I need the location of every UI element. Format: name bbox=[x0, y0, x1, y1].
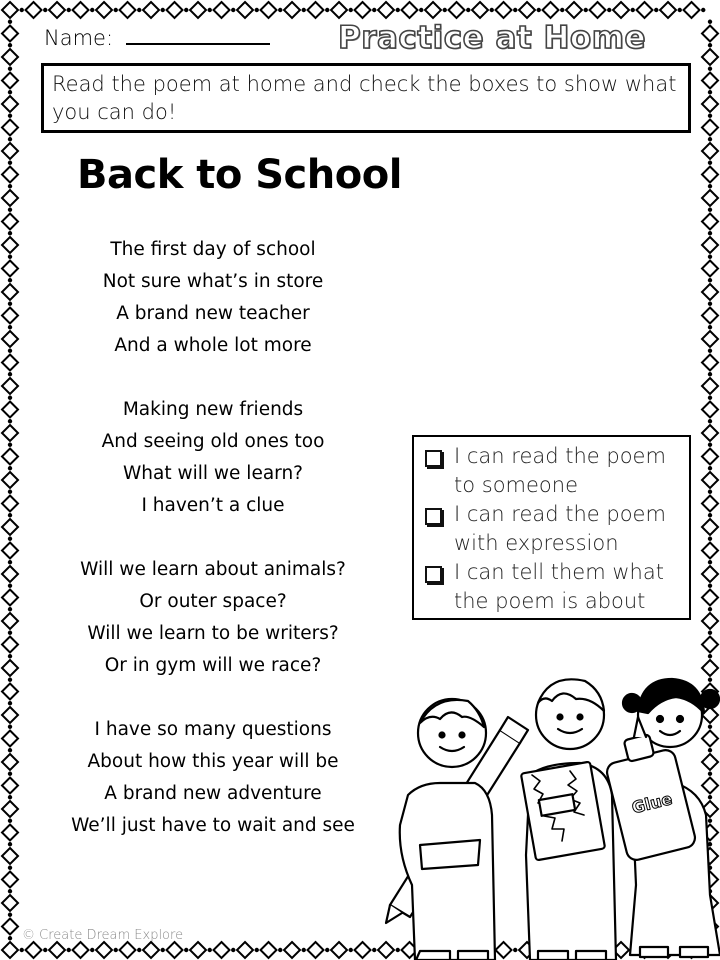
border-dot bbox=[8, 701, 12, 705]
border-dot bbox=[8, 137, 12, 141]
border-diamond bbox=[2, 778, 18, 794]
border-diamond bbox=[702, 402, 718, 418]
border-diamond bbox=[472, 2, 488, 18]
border-diamond bbox=[96, 942, 112, 958]
border-dot bbox=[137, 948, 141, 952]
border-dot bbox=[8, 513, 12, 517]
border-dot bbox=[302, 948, 306, 952]
border-dot bbox=[8, 936, 12, 940]
border-diamond bbox=[120, 942, 136, 958]
border-dot bbox=[8, 231, 12, 235]
border-dot bbox=[325, 8, 329, 12]
border-dot bbox=[372, 948, 376, 952]
instructions-box: Read the poem at home and check the boxes to show what you can do! bbox=[41, 63, 691, 133]
border-diamond bbox=[684, 2, 700, 18]
border-dot bbox=[8, 255, 12, 259]
border-dot bbox=[8, 913, 12, 917]
poem-line: I have so many questions bbox=[94, 719, 332, 740]
border-dot bbox=[278, 948, 282, 952]
border-dot bbox=[631, 8, 635, 12]
border-diamond bbox=[73, 942, 89, 958]
border-diamond bbox=[2, 331, 18, 347]
border-diamond bbox=[2, 496, 18, 512]
border-diamond bbox=[2, 519, 18, 535]
border-dot bbox=[513, 8, 517, 12]
border-diamond bbox=[2, 449, 18, 465]
border-dot bbox=[349, 8, 353, 12]
checklist-item bbox=[422, 500, 683, 558]
checkbox[interactable] bbox=[425, 450, 442, 467]
border-diamond bbox=[49, 2, 65, 18]
border-dot bbox=[20, 8, 24, 12]
name-field[interactable] bbox=[44, 26, 270, 50]
poem-line: What will we learn? bbox=[123, 463, 303, 484]
border-dot bbox=[708, 466, 712, 470]
checklist-item bbox=[422, 442, 683, 500]
name-label: Name: bbox=[44, 26, 114, 50]
border-diamond bbox=[637, 2, 653, 18]
border-dot bbox=[708, 208, 712, 212]
border-diamond bbox=[702, 566, 718, 582]
border-diamond bbox=[702, 284, 718, 300]
name-blank-line[interactable] bbox=[126, 27, 270, 45]
checklist-item bbox=[422, 558, 683, 616]
border-dot bbox=[8, 607, 12, 611]
poem-line: The first day of school bbox=[110, 239, 316, 260]
poem-line: About how this year will be bbox=[87, 751, 339, 772]
border-diamond bbox=[449, 2, 465, 18]
border-diamond bbox=[2, 120, 18, 136]
border-dot bbox=[8, 43, 12, 47]
border-diamond bbox=[355, 2, 371, 18]
border-diamond bbox=[26, 2, 42, 18]
border-dot bbox=[8, 208, 12, 212]
border-dot bbox=[537, 8, 541, 12]
skills-checklist bbox=[412, 435, 691, 620]
border-diamond bbox=[702, 449, 718, 465]
border-diamond bbox=[261, 2, 277, 18]
border-dot bbox=[8, 748, 12, 752]
border-dot bbox=[20, 948, 24, 952]
border-dot bbox=[708, 137, 712, 141]
border-dot bbox=[490, 8, 494, 12]
practice-title: Practice at Home bbox=[338, 20, 647, 56]
border-diamond bbox=[566, 2, 582, 18]
border-diamond bbox=[702, 613, 718, 629]
border-dot bbox=[419, 8, 423, 12]
border-diamond bbox=[2, 942, 18, 958]
border-diamond bbox=[143, 942, 159, 958]
border-dot bbox=[8, 678, 12, 682]
border-diamond bbox=[190, 942, 206, 958]
border-diamond bbox=[2, 167, 18, 183]
border-dot bbox=[708, 278, 712, 282]
border-dot bbox=[708, 607, 712, 611]
border-diamond bbox=[702, 190, 718, 206]
border-dot bbox=[708, 325, 712, 329]
border-diamond bbox=[702, 519, 718, 535]
border-diamond bbox=[2, 825, 18, 841]
border-diamond bbox=[2, 2, 18, 18]
border-dot bbox=[114, 948, 118, 952]
border-diamond bbox=[590, 2, 606, 18]
border-dot bbox=[708, 20, 712, 24]
border-diamond bbox=[702, 167, 718, 183]
border-dot bbox=[302, 8, 306, 12]
border-dot bbox=[255, 8, 259, 12]
border-diamond bbox=[214, 2, 230, 18]
border-diamond bbox=[2, 355, 18, 371]
stanza bbox=[50, 234, 376, 362]
poem-line: Not sure what’s in store bbox=[102, 271, 324, 292]
border-diamond bbox=[702, 49, 718, 65]
poem-body bbox=[50, 234, 376, 842]
border-dot bbox=[231, 948, 235, 952]
border-diamond bbox=[425, 2, 441, 18]
stanza bbox=[50, 554, 376, 682]
border-dot bbox=[137, 8, 141, 12]
border-diamond bbox=[702, 378, 718, 394]
border-dot bbox=[90, 8, 94, 12]
border-diamond bbox=[2, 237, 18, 253]
border-diamond bbox=[2, 49, 18, 65]
border-dot bbox=[8, 654, 12, 658]
border-diamond bbox=[702, 590, 718, 606]
border-diamond bbox=[702, 214, 718, 230]
border-diamond bbox=[284, 2, 300, 18]
border-dot bbox=[708, 537, 712, 541]
border-dot bbox=[8, 349, 12, 353]
poem-line: Will we learn to be writers? bbox=[87, 623, 339, 644]
border-dot bbox=[708, 231, 712, 235]
border-dot bbox=[208, 948, 212, 952]
border-dot bbox=[114, 8, 118, 12]
poem-title: Back to School bbox=[77, 152, 402, 198]
border-dot bbox=[349, 948, 353, 952]
border-dot bbox=[231, 8, 235, 12]
border-diamond bbox=[214, 942, 230, 958]
border-dot bbox=[8, 584, 12, 588]
border-dot bbox=[8, 466, 12, 470]
border-diamond bbox=[702, 261, 718, 277]
border-diamond bbox=[2, 143, 18, 159]
border-dot bbox=[255, 948, 259, 952]
border-dot bbox=[708, 372, 712, 376]
border-dot bbox=[708, 161, 712, 165]
border-diamond bbox=[2, 637, 18, 653]
border-dot bbox=[161, 948, 165, 952]
border-dot bbox=[8, 67, 12, 71]
border-dot bbox=[8, 725, 12, 729]
border-diamond bbox=[660, 2, 676, 18]
border-dot bbox=[8, 20, 12, 24]
border-dot bbox=[8, 443, 12, 447]
border-diamond bbox=[2, 543, 18, 559]
border-diamond bbox=[2, 425, 18, 441]
border-diamond bbox=[2, 895, 18, 911]
border-diamond bbox=[702, 543, 718, 559]
border-dot bbox=[372, 8, 376, 12]
border-diamond bbox=[73, 2, 89, 18]
poem-line: A brand new adventure bbox=[104, 783, 322, 804]
poem-line: And seeing old ones too bbox=[101, 431, 325, 452]
border-diamond bbox=[2, 848, 18, 864]
children-with-school-supplies-icon bbox=[380, 655, 720, 960]
border-diamond bbox=[167, 2, 183, 18]
border-diamond bbox=[2, 590, 18, 606]
border-dot bbox=[161, 8, 165, 12]
border-dot bbox=[8, 184, 12, 188]
poem-line: Or in gym will we race? bbox=[104, 655, 322, 676]
border-diamond bbox=[331, 2, 347, 18]
border-diamond bbox=[702, 308, 718, 324]
border-diamond bbox=[543, 2, 559, 18]
border-dot bbox=[325, 948, 329, 952]
checklist-item-label: I can read the poem to someone bbox=[454, 444, 666, 497]
border-dot bbox=[8, 419, 12, 423]
border-dot bbox=[8, 396, 12, 400]
border-diamond bbox=[308, 942, 324, 958]
border-dot bbox=[67, 8, 71, 12]
border-diamond bbox=[702, 425, 718, 441]
border-diamond bbox=[2, 308, 18, 324]
border-dot bbox=[184, 8, 188, 12]
border-diamond bbox=[702, 496, 718, 512]
poem-line: Or outer space? bbox=[139, 591, 287, 612]
border-diamond bbox=[2, 801, 18, 817]
poem-line: We’ll just have to wait and see bbox=[71, 815, 355, 836]
border-dot bbox=[8, 631, 12, 635]
border-dot bbox=[584, 8, 588, 12]
border-dot bbox=[396, 8, 400, 12]
stanza bbox=[50, 714, 376, 842]
border-diamond bbox=[702, 472, 718, 488]
border-diamond bbox=[519, 2, 535, 18]
border-dot bbox=[708, 419, 712, 423]
border-diamond bbox=[2, 214, 18, 230]
border-dot bbox=[278, 8, 282, 12]
border-dot bbox=[708, 490, 712, 494]
border-dot bbox=[8, 325, 12, 329]
poem-line: Will we learn about animals? bbox=[80, 559, 346, 580]
border-dot bbox=[708, 584, 712, 588]
glue-label: Glue bbox=[629, 789, 675, 818]
border-diamond bbox=[49, 942, 65, 958]
border-dot bbox=[708, 631, 712, 635]
border-diamond bbox=[2, 96, 18, 112]
border-diamond bbox=[143, 2, 159, 18]
border-diamond bbox=[702, 355, 718, 371]
border-dot bbox=[708, 513, 712, 517]
poem-line: Making new friends bbox=[122, 399, 304, 420]
border-dot bbox=[8, 819, 12, 823]
border-dot bbox=[708, 114, 712, 118]
border-dot bbox=[8, 114, 12, 118]
border-diamond bbox=[2, 26, 18, 42]
border-dot bbox=[8, 372, 12, 376]
border-diamond bbox=[2, 707, 18, 723]
border-diamond bbox=[2, 566, 18, 582]
border-diamond bbox=[2, 378, 18, 394]
border-dot bbox=[67, 948, 71, 952]
border-diamond bbox=[331, 942, 347, 958]
border-dot bbox=[43, 948, 47, 952]
border-dot bbox=[8, 537, 12, 541]
border-dot bbox=[8, 490, 12, 494]
border-diamond bbox=[308, 2, 324, 18]
border-diamond bbox=[702, 73, 718, 89]
border-diamond bbox=[702, 26, 718, 42]
border-diamond bbox=[2, 73, 18, 89]
border-diamond bbox=[167, 942, 183, 958]
border-diamond bbox=[284, 942, 300, 958]
copyright-notice: © Create Dream Explore bbox=[22, 928, 184, 943]
border-dot bbox=[443, 8, 447, 12]
border-dot bbox=[708, 349, 712, 353]
border-dot bbox=[43, 8, 47, 12]
border-diamond bbox=[2, 284, 18, 300]
border-diamond bbox=[702, 96, 718, 112]
border-dot bbox=[708, 184, 712, 188]
border-dot bbox=[678, 8, 682, 12]
border-dot bbox=[8, 302, 12, 306]
border-dot bbox=[466, 8, 470, 12]
border-dot bbox=[8, 889, 12, 893]
checklist-item-label: I can read the poem with expression bbox=[454, 502, 666, 555]
border-dot bbox=[8, 795, 12, 799]
border-dot bbox=[708, 67, 712, 71]
border-dot bbox=[708, 302, 712, 306]
border-diamond bbox=[496, 2, 512, 18]
border-diamond bbox=[613, 2, 629, 18]
stanza bbox=[50, 394, 376, 522]
border-dot bbox=[184, 948, 188, 952]
border-diamond bbox=[2, 660, 18, 676]
border-diamond bbox=[96, 2, 112, 18]
border-diamond bbox=[702, 143, 718, 159]
border-diamond bbox=[2, 613, 18, 629]
border-dot bbox=[708, 255, 712, 259]
border-diamond bbox=[2, 731, 18, 747]
border-diamond bbox=[378, 2, 394, 18]
border-diamond bbox=[702, 331, 718, 347]
border-diamond bbox=[26, 942, 42, 958]
border-diamond bbox=[702, 237, 718, 253]
border-diamond bbox=[237, 942, 253, 958]
border-diamond bbox=[2, 190, 18, 206]
border-dot bbox=[8, 772, 12, 776]
border-dot bbox=[708, 396, 712, 400]
border-diamond bbox=[2, 402, 18, 418]
poem-line: A brand new teacher bbox=[116, 303, 310, 324]
border-diamond bbox=[2, 684, 18, 700]
border-dot bbox=[8, 161, 12, 165]
border-dot bbox=[90, 948, 94, 952]
border-diamond bbox=[120, 2, 136, 18]
border-dot bbox=[708, 443, 712, 447]
border-dot bbox=[708, 43, 712, 47]
border-diamond bbox=[2, 919, 18, 935]
border-diamond bbox=[2, 261, 18, 277]
border-diamond bbox=[702, 120, 718, 136]
border-dot bbox=[8, 842, 12, 846]
border-diamond bbox=[261, 942, 277, 958]
border-dot bbox=[708, 90, 712, 94]
poem-line: I haven’t a clue bbox=[141, 495, 285, 516]
border-dot bbox=[8, 866, 12, 870]
checkbox[interactable] bbox=[425, 508, 442, 525]
poem-line: And a whole lot more bbox=[114, 335, 312, 356]
border-dot bbox=[8, 278, 12, 282]
border-dot bbox=[708, 560, 712, 564]
border-dot bbox=[607, 8, 611, 12]
checkbox[interactable] bbox=[425, 566, 442, 583]
border-dot bbox=[8, 90, 12, 94]
border-diamond bbox=[355, 942, 371, 958]
border-diamond bbox=[190, 2, 206, 18]
border-dot bbox=[8, 560, 12, 564]
border-dot bbox=[654, 8, 658, 12]
border-diamond bbox=[237, 2, 253, 18]
border-dot bbox=[208, 8, 212, 12]
border-diamond bbox=[2, 754, 18, 770]
checklist-item-label: I can tell them what the poem is about bbox=[454, 560, 664, 613]
border-diamond bbox=[402, 2, 418, 18]
border-dot bbox=[701, 8, 705, 12]
border-dot bbox=[560, 8, 564, 12]
border-diamond bbox=[2, 472, 18, 488]
border-diamond bbox=[2, 872, 18, 888]
border-diamond bbox=[702, 637, 718, 653]
